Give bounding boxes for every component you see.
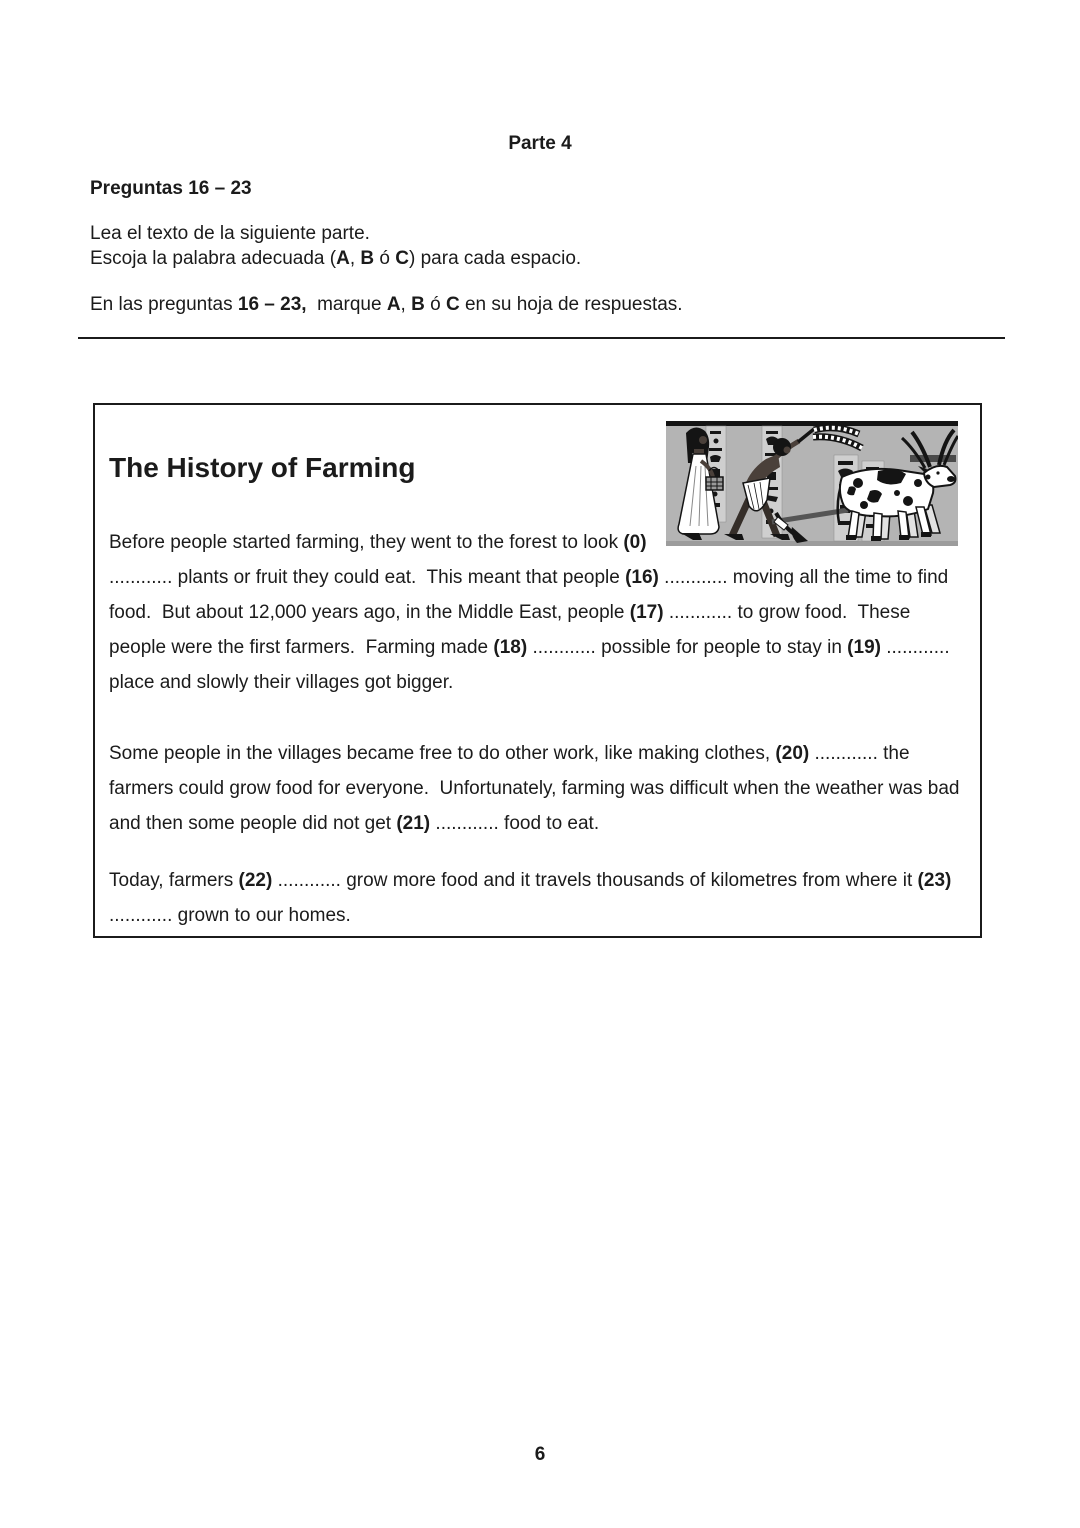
section-divider [78, 337, 1005, 339]
instruction-line-2: Escoja la palabra adecuada (A, B ó C) para cada espacio. [90, 248, 582, 269]
page-number: 6 [534, 1444, 546, 1465]
reading-passage-box [93, 403, 982, 938]
instruction-line-3: En las preguntas 16 – 23, marque A, B ó C en su hoja de respuestas. [90, 294, 683, 315]
passage-paragraph-2: Some people in the villages became free to do other work, like making clothes, (20) ............ the farmers could grow food for everyone. Unfortunately, farming was difficult when the weather was bad and then some people did not get (21) ............ food to eat. [109, 743, 965, 834]
questions-range-heading: Preguntas 16 – 23 [90, 178, 252, 199]
egyptian-farming-illustration [666, 421, 958, 546]
part-heading: Parte 4 [508, 133, 572, 154]
passage-title: The History of Farming [109, 452, 416, 483]
passage-paragraph-3: Today, farmers (22) ............ grow more food and it travels thousands of kilometres from where it (23) ............ grown to our homes. [109, 870, 957, 926]
egyptian-farming-scene-svg [666, 421, 958, 546]
passage-paragraph-1: Before people started farming, they went to the forest to look (0) ............ plants or fruit they could eat. This meant that people (16) ............ moving all the time to find food. But about 12,000 years ago, in the Middle East, people (17) ............ to grow food. These people were the first farmers. Farming made (18) ............ possible for people to stay in (19) ............ place and slowly their villages got bigger. [109, 532, 955, 693]
instruction-line-1: Lea el texto de la siguiente parte. [90, 223, 370, 244]
